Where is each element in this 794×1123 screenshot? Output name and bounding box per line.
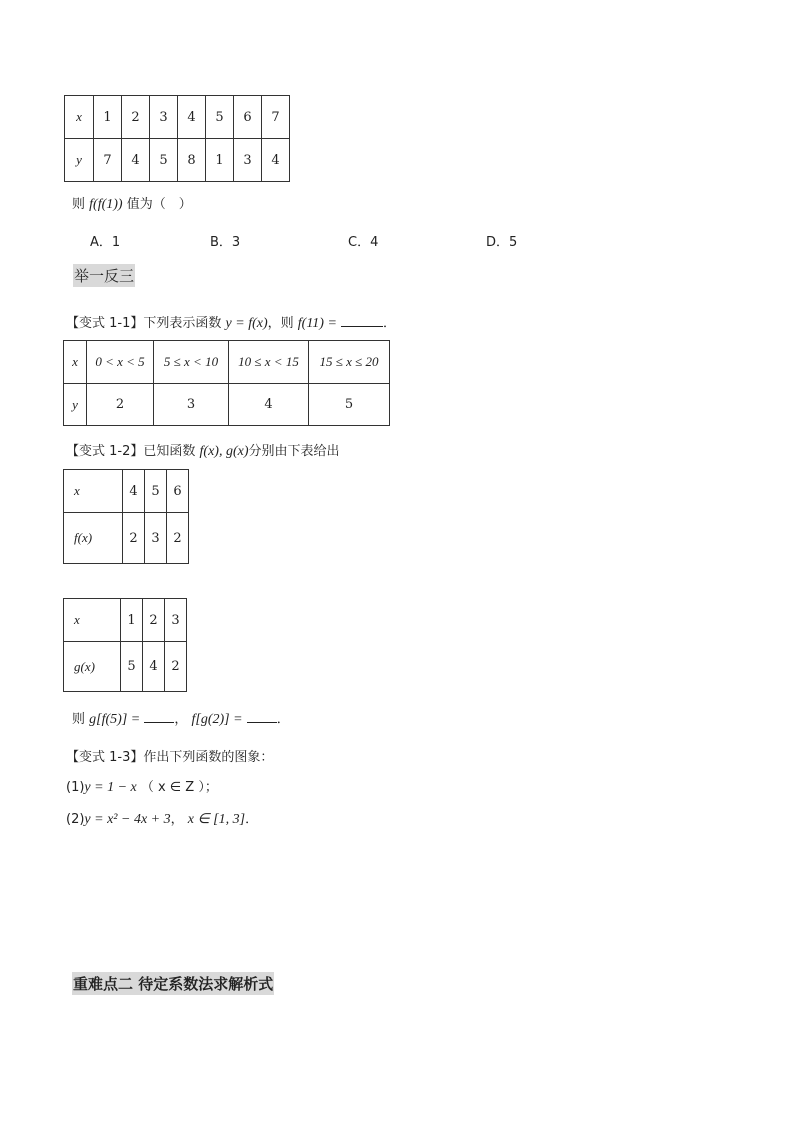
variant-1-3-line: 【变式 1-3】作出下列函数的图象： xyxy=(66,750,274,765)
option-c[interactable]: C．4 xyxy=(348,235,379,250)
table-xy xyxy=(64,95,290,182)
table-piecewise: x 0 < x < 5 5 ≤ x < 10 10 ≤ x < 15 15 ≤ x ≤ 20 y 2 3 4 5 xyxy=(63,340,390,426)
table-cell: 5 xyxy=(150,139,178,182)
answer-blank-1[interactable] xyxy=(144,710,174,723)
answer-blank[interactable] xyxy=(341,314,383,327)
table-head-x: x xyxy=(65,96,94,139)
item-1: (1)y = 1 − x （ x ∈ Z ）； xyxy=(66,780,218,795)
table-cell: 3 xyxy=(150,96,178,139)
option-d[interactable]: D．5 xyxy=(486,235,518,250)
variant-1-1-line: 【变式 1-1】下列表示函数 y = f(x)，则 f(11) = ． xyxy=(66,316,397,331)
variant-1-2-line: 【变式 1-2】已知函数 f(x), g(x)分别由下表给出 xyxy=(66,444,340,459)
table-cell: 7 xyxy=(262,96,290,139)
item-2: (2)y = x² − 4x + 3， x ∈ [1, 3]． xyxy=(66,812,259,827)
table-head-y: y xyxy=(65,139,94,182)
answer-blank-2[interactable] xyxy=(247,710,277,723)
table-cell: 4 xyxy=(178,96,206,139)
table-cell: 3 xyxy=(234,139,262,182)
question-expr: f(f(1)) xyxy=(89,197,123,212)
table-cell: 4 xyxy=(262,139,290,182)
badge-practice: 举一反三 xyxy=(73,264,135,287)
section-heading: 重难点二 待定系数法求解析式 xyxy=(72,972,274,995)
question-line: 则 f(f(1)) 值为（ ） xyxy=(72,197,192,212)
table-cell: 1 xyxy=(206,139,234,182)
table-cell: 6 xyxy=(234,96,262,139)
table-cell: 7 xyxy=(94,139,122,182)
table-g: x 1 2 3 g(x) 5 4 2 xyxy=(63,598,187,692)
table-cell: 8 xyxy=(178,139,206,182)
table-f: x 4 5 6 f(x) 2 3 2 xyxy=(63,469,189,564)
table-cell: 1 xyxy=(94,96,122,139)
option-a[interactable]: A．1 xyxy=(90,235,121,250)
variant-1-2-ask: 则 g[f(5)] = ， f[g(2)] = ． xyxy=(72,712,290,727)
option-b[interactable]: B．3 xyxy=(210,235,241,250)
table-cell: 2 xyxy=(122,96,150,139)
table-cell: 5 xyxy=(206,96,234,139)
table-cell: 4 xyxy=(122,139,150,182)
